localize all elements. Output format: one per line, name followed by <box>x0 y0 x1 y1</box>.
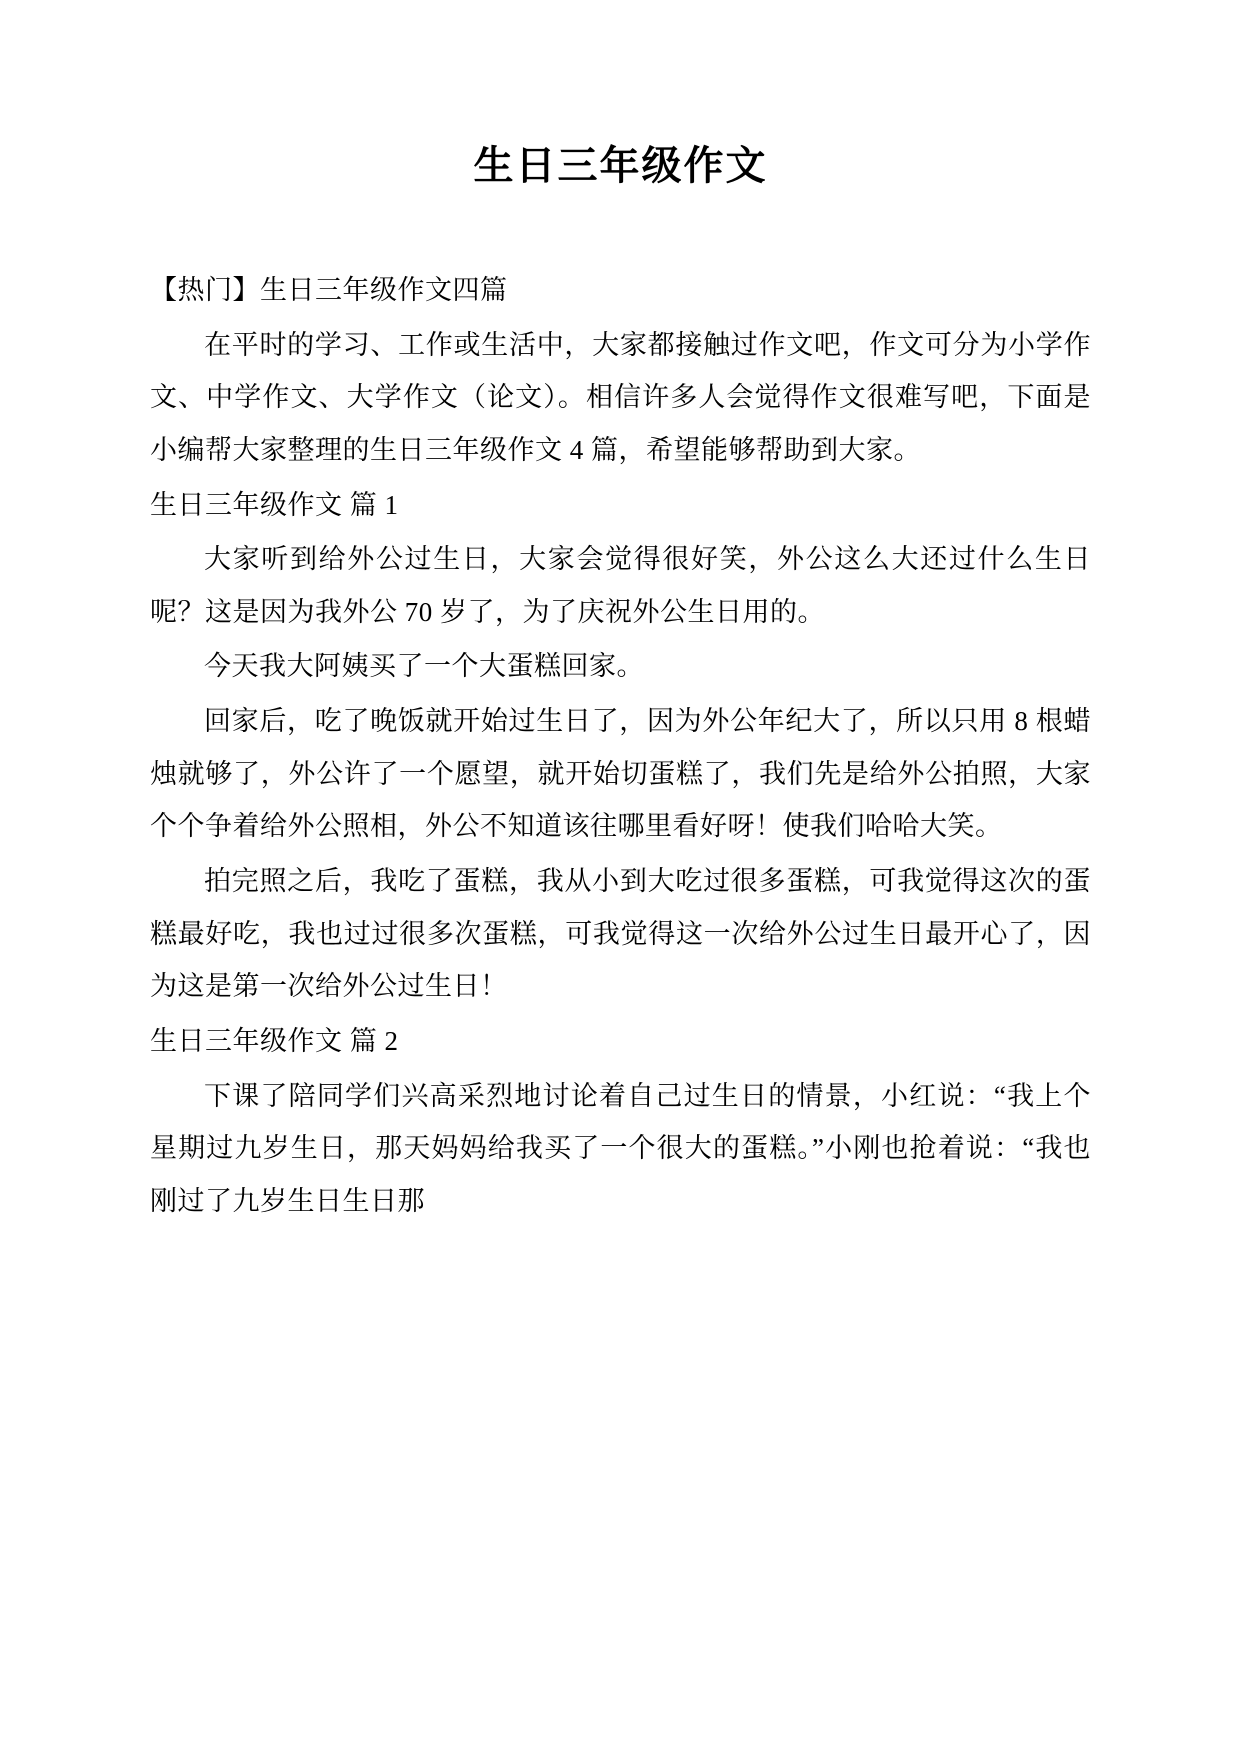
intro-paragraph: 在平时的学习、工作或生活中，大家都接触过作文吧，作文可分为小学作文、中学作文、大学作文（论文）。相信许多人会觉得作文很难写吧，下面是小编帮大家整理的生日三年级作文 4 篇，希望能够帮助到大家。 <box>150 329 1091 465</box>
section-1-paragraph-3: 回家后，吃了晚饭就开始过生日了，因为外公年纪大了，所以只用 8 根蜡烛就够了，外公许了一个愿望，就开始切蛋糕了，我们先是给外公拍照，大家个个争着给外公照相，外公不知道该往哪里看好呀！使我们哈哈大笑。 <box>150 706 1091 842</box>
section-label-2: 生日三年级作文 篇 2 <box>150 1025 399 1056</box>
section-1-paragraph-1: 大家听到给外公过生日，大家会觉得很好笑，外公这么大还过什么生日呢？这是因为我外公 70 岁了，为了庆祝外公生日用的。 <box>150 544 1091 627</box>
page-title: 生日三年级作文 <box>473 143 768 188</box>
section-1-paragraph-4: 拍完照之后，我吃了蛋糕，我从小到大吃过很多蛋糕，可我觉得这次的蛋糕最好吃，我也过过很多次蛋糕，可我觉得这一次给外公过生日最开心了，因为这是第一次给外公过生日！ <box>150 866 1091 1002</box>
document-body <box>150 264 1091 1228</box>
intro-heading: 【热门】生日三年级作文四篇 <box>150 275 508 305</box>
section-2-paragraph-1: 下课了陪同学们兴高采烈地讨论着自己过生日的情景，小红说：“我上个星期过九岁生日，那天妈妈给我买了一个很大的蛋糕。”小刚也抢着说：“我也刚过了九岁生日生日那 <box>150 1080 1091 1216</box>
section-label-1: 生日三年级作文 篇 1 <box>150 489 399 520</box>
section-1-paragraph-2: 今天我大阿姨买了一个大蛋糕回家。 <box>204 651 644 682</box>
